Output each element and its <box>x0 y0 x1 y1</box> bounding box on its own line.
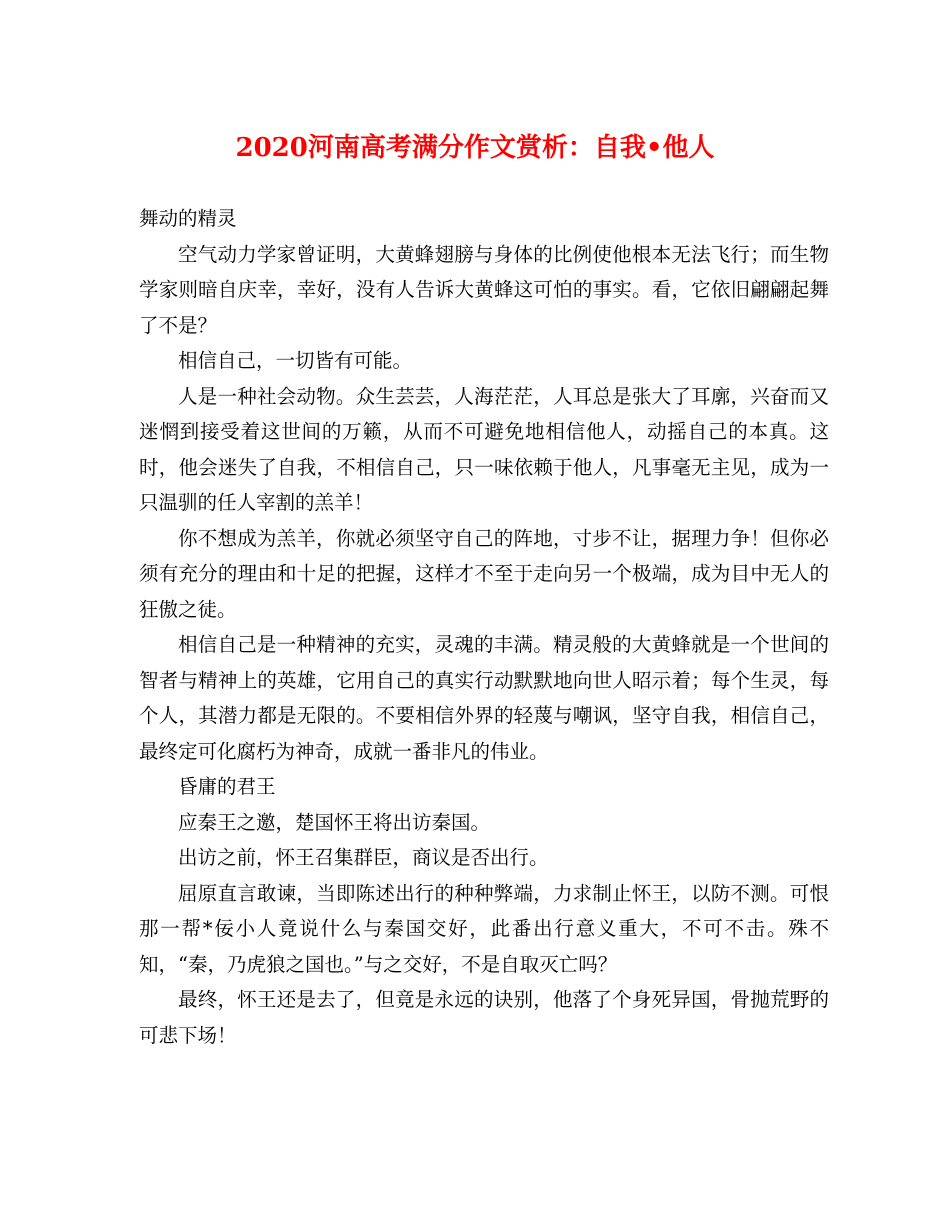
body-paragraph: 人是一种社会动物。众生芸芸，人海茫茫，人耳总是张大了耳廓，兴奋而又迷惘到接受着这世间的万籁，从而不可避免地相信他人，动摇自己的本真。这时，他会迷失了自我，不相信自己，只一味依赖于他人，凡事毫无主见，成为一只温驯的任人宰割的羔羊！ <box>139 384 829 514</box>
document-body <box>139 201 829 1053</box>
body-paragraph: 相信自己是一种精神的充实，灵魂的丰满。精灵般的大黄蜂就是一个世间的智者与精神上的英雄，它用自己的真实行动默默地向世人昭示着；每个生灵，每个人，其潜力都是无限的。不要相信外界的轻蔑与嘲讽，坚守自我，相信自己，最终定可化腐朽为神奇，成就一番非凡的伟业。 <box>139 633 829 763</box>
body-paragraph: 屈原直言敢谏，当即陈述出行的种种弊端，力求制止怀王，以防不测。可恨那一帮*佞小人竟说什么与秦国交好，此番出行意义重大，不可不击。殊不知，“秦，乃虎狼之国也。”与之交好，不是自取灭亡吗？ <box>139 881 829 976</box>
body-paragraph: 应秦王之邀，楚国怀王将出访秦国。 <box>178 810 491 834</box>
document-title: 2020河南高考满分作文赏析：自我•他人 <box>235 133 715 163</box>
body-paragraph: 相信自己，一切皆有可能。 <box>178 349 413 372</box>
body-paragraph: 你不想成为羔羊，你就必须坚守自己的阵地，寸步不让，据理力争！但你必须有充分的理由和十足的把握，这样才不至于走向另一个极端，成为目中无人的狂傲之徒。 <box>139 526 829 621</box>
body-paragraph: 最终，怀王还是去了，但竟是永远的诀别，他落了个身死异国，骨抛荒野的可悲下场！ <box>139 988 829 1047</box>
body-paragraph: 出访之前，怀王召集群臣，商议是否出行。 <box>178 846 549 869</box>
body-paragraph: 空气动力学家曾证明，大黄蜂翅膀与身体的比例使他根本无法飞行；而生物学家则暗自庆幸，幸好，没有人告诉大黄蜂这可怕的事实。看，它依旧翩翩起舞了不是？ <box>139 242 829 337</box>
section-heading: 昏庸的君王 <box>178 775 276 798</box>
section-heading: 舞动的精灵 <box>139 207 237 230</box>
